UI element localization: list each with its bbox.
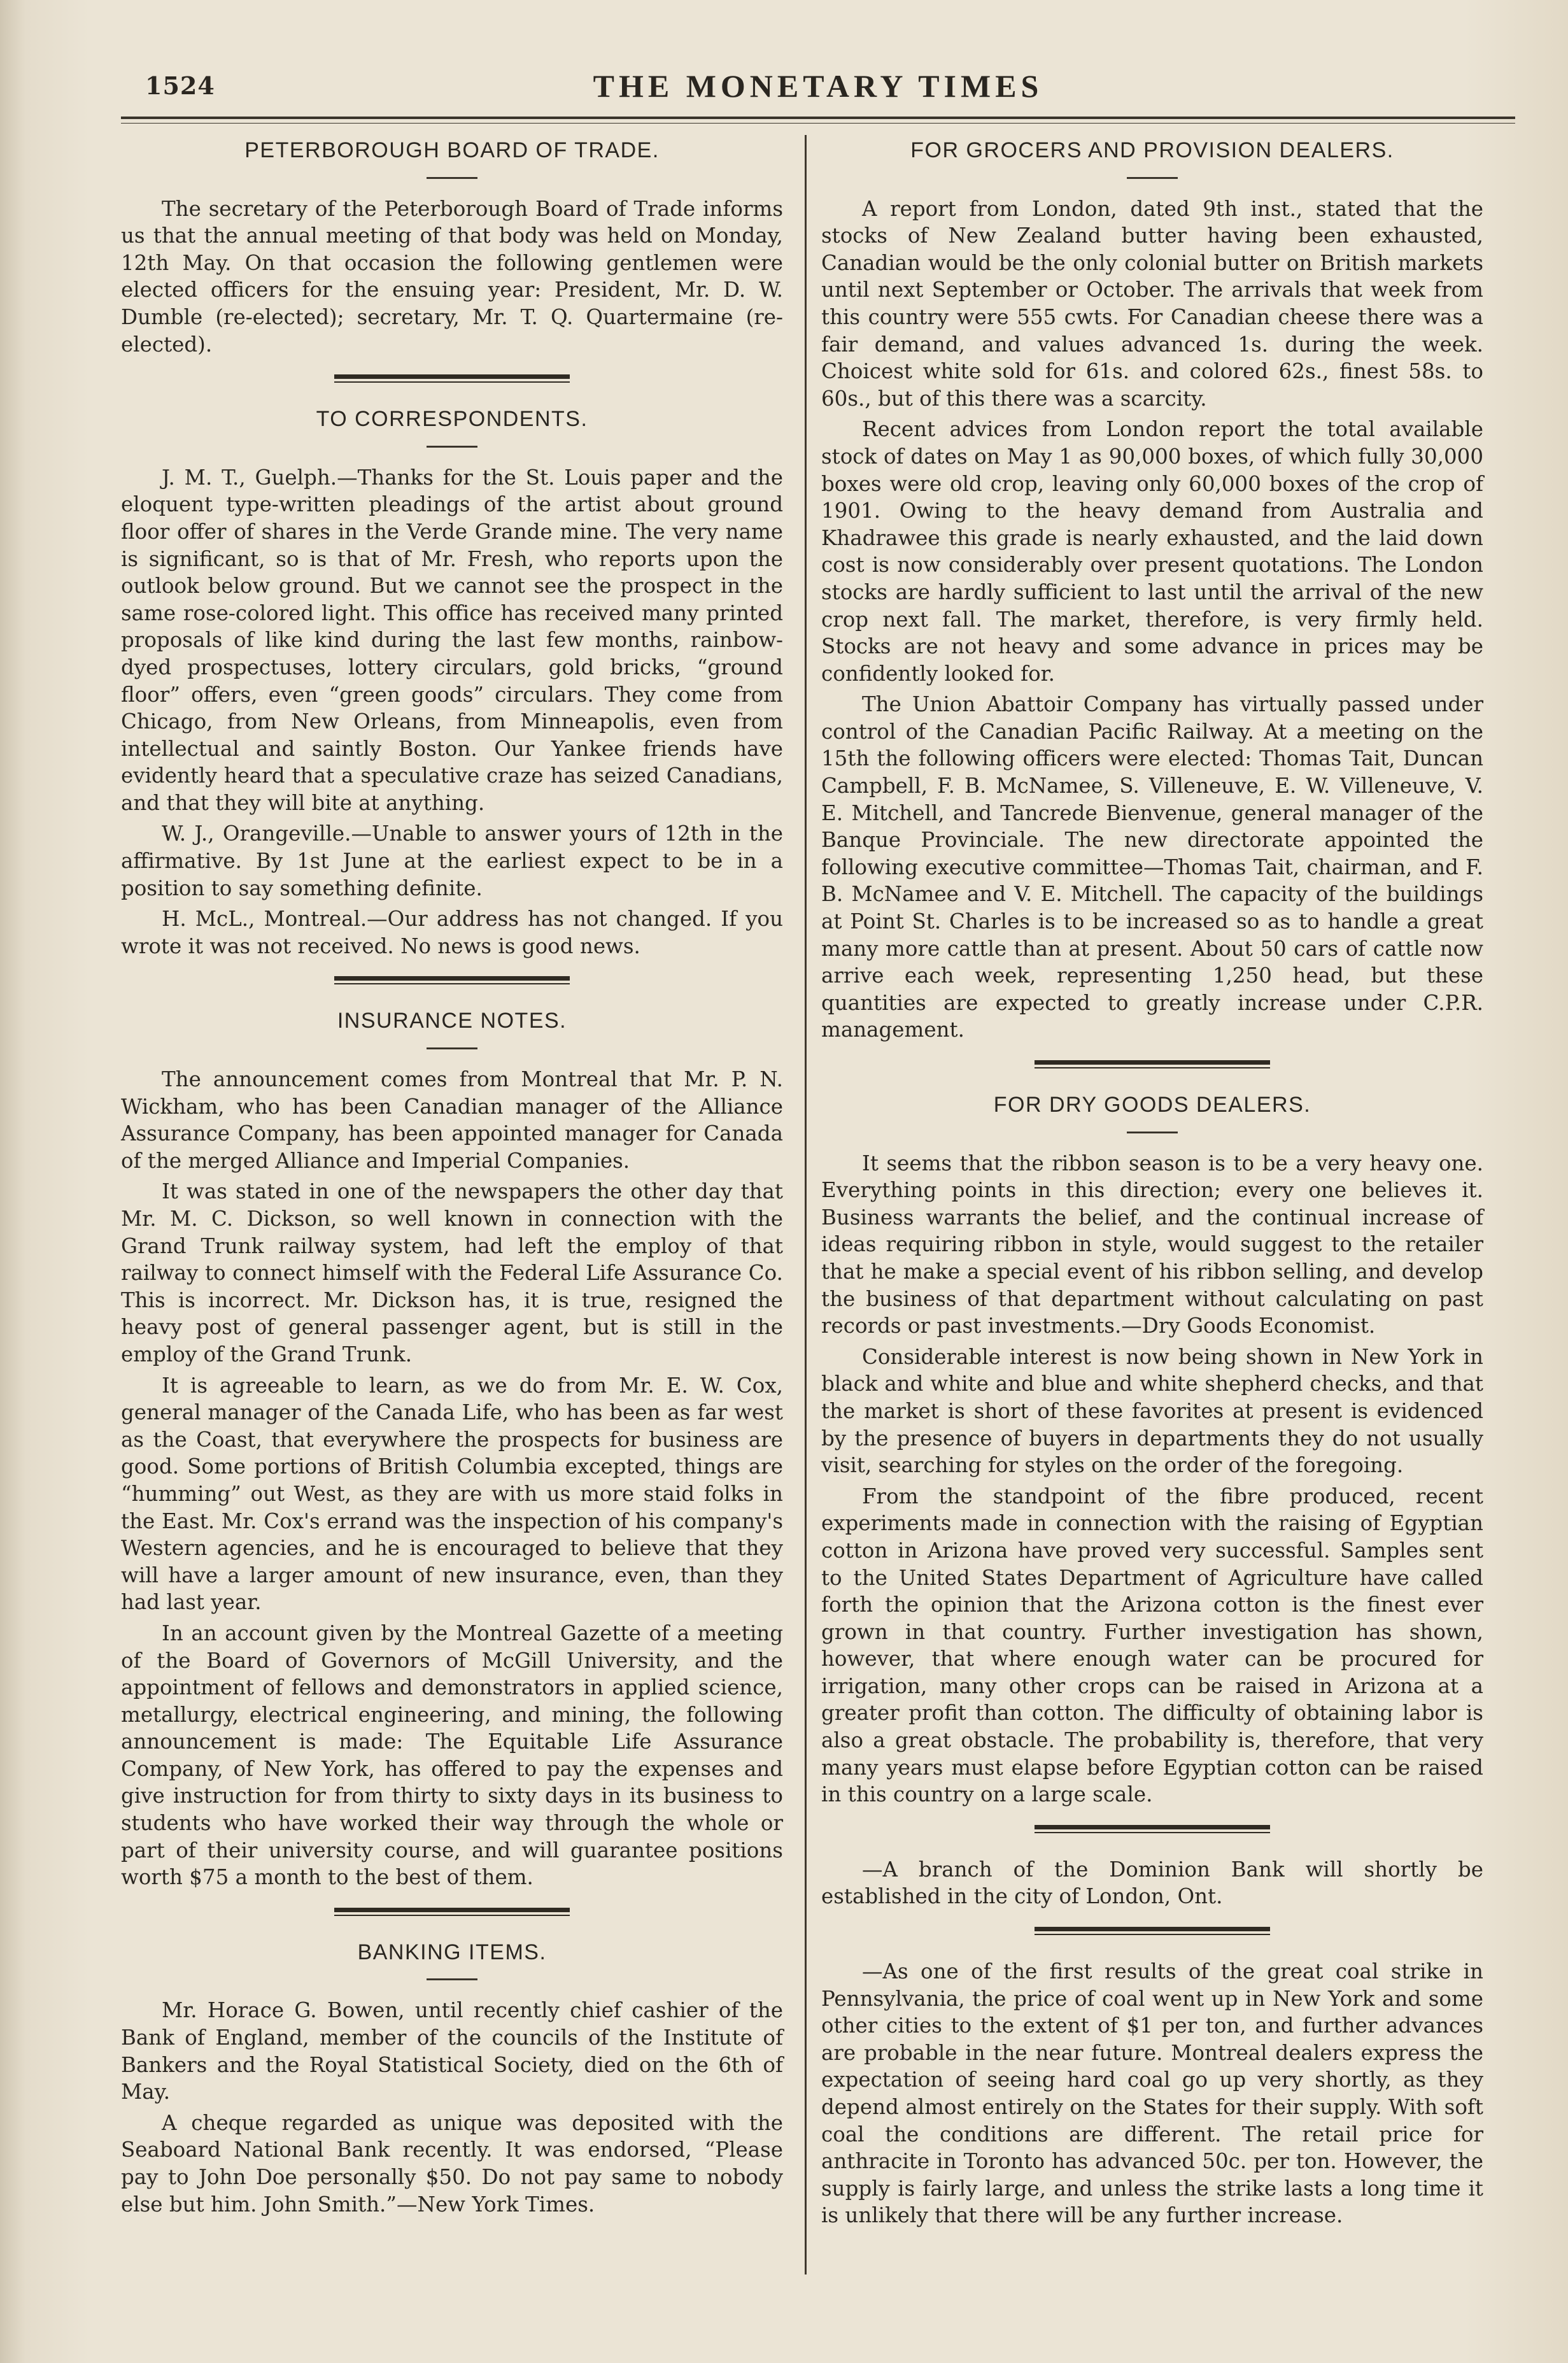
- left-column: [121, 137, 783, 2222]
- article-insurance-notes: [121, 1007, 783, 1891]
- section-break-rule: [1035, 1060, 1270, 1068]
- item-dominion-bank-branch: [821, 1856, 1483, 1910]
- column-divider: [805, 135, 807, 2274]
- article-paragraph: A report from London, dated 9th inst., stated that the stocks of New Zealand butter having been exhausted, Canadian would be the only colonial butter on British markets until next September or October. The arrivals that week from this country were 555 cwts. For Canadian cheese there was a fair demand, and values advanced 1s. during the week. Choicest white sold for 61s. and colored 62s., finest 58s. to 60s., but of this there was a scarcity.: [821, 196, 1483, 411]
- article-paragraph: W. J., Orangeville.—Unable to answer yours of 12th in the affirmative. By 1st June at the earliest expect to be in a position to say something definite.: [121, 821, 783, 900]
- article-paragraph: A cheque regarded as unique was deposited with the Seaboard National Bank recently. It was endorsed, “Please pay to John Doe personally $50. Do not pay same to nobody else but him. John Smith.”—New York Times.: [121, 2110, 783, 2217]
- section-break-rule: [1035, 1825, 1270, 1833]
- article-headline: FOR DRY GOODS DEALERS.: [993, 1093, 1311, 1117]
- article-paragraph: It was stated in one of the newspapers the other day that Mr. M. C. Dickson, so well known in connection with the Grand Trunk railway system, had left the employ of that railway to connect himself with the Federal Life Assurance Co. This is incorrect. Mr. Dickson has, it is true, resigned the heavy post of general passenger agent, but is still in the employ of the Grand Trunk.: [121, 1179, 783, 1366]
- article-headline: PETERBOROUGH BOARD OF TRADE.: [244, 138, 660, 162]
- article-paragraph: Considerable interest is now being shown in New York in black and white and blue and white shepherd checks, and that the market is short of these favorites at present is evidenced by the presence of buyers in departments they do not usually visit, searching for styles on the order of the foregoing.: [821, 1344, 1483, 1478]
- article-paragraph: It seems that the ribbon season is to be a very heavy one. Everything points in this direction; every one believes it. Business warrants the belief, and the continual increase of ideas requiring ribbon in style, would suggest to the retailer that he make a special event of his ribbon selling, and develop the business of that department without calculating on past records or past investments.—Dry Goods Economist.: [821, 1151, 1483, 1338]
- section-break-rule: [334, 976, 570, 984]
- article-paragraph: The secretary of the Peterborough Board of Trade informs us that the annual meeting of that body was held on Monday, 12th May. On that occasion the following gentlemen were elected officers for the ensuing year: President, Mr. D. W. Dumble (re-elected); secretary, Mr. T. Q. Quartermaine (re-elected).: [121, 196, 783, 357]
- article-paragraph: From the standpoint of the fibre produced, recent experiments made in connection with the raising of Egyptian cotton in Arizona have proved very successful. Samples sent to the United States Department of Agriculture have called forth the opinion that the Arizona cotton is the finest ever grown in that country. Further investigation has shown, however, that where enough water can be procured for irrigation, many other crops can be raised in Arizona at a greater profit than cotton. The difficulty of obtaining labor is also a great obstacle. The probability is, therefore, that very many years must elapse before Egyptian cotton can be raised in this country on a large scale.: [821, 1484, 1483, 1807]
- headline-rule: [427, 1047, 477, 1049]
- section-break-rule: [334, 374, 570, 383]
- right-column: [821, 137, 1483, 2233]
- page-number: 1524: [145, 71, 215, 100]
- article-headline: TO CORRESPONDENTS.: [316, 407, 588, 432]
- headline-rule: [427, 446, 477, 448]
- item-coal-strike: [821, 1958, 1483, 2229]
- headline-rule: [1127, 1132, 1178, 1133]
- article-paragraph: In an account given by the Montreal Gazette of a meeting of the Board of Governors of McGill University, and the appointment of fellows and demonstrators in applied science, metallurgy, electrical engineering, and mining, the following announcement is made: The Equitable Life Assurance Company, of New York, has offered to pay the expenses and give instruction for from thirty to sixty days in its business to students who have worked their way through the whole or part of their university course, and will guarantee positions worth $75 a month to the best of them.: [121, 1621, 783, 1890]
- header-rule: [121, 117, 1515, 124]
- headline-rule: [1127, 177, 1178, 179]
- section-break-rule: [1035, 1927, 1270, 1935]
- article-paragraph: The announcement comes from Montreal that Mr. P. N. Wickham, who has been Canadian manager of the Alliance Assurance Company, has been appointed manager for Canada of the merged Alliance and Imperial Companies.: [121, 1067, 783, 1173]
- article-paragraph: —A branch of the Dominion Bank will shortly be established in the city of London, Ont.: [821, 1857, 1483, 1909]
- article-paragraph: H. McL., Montreal.—Our address has not changed. If you wrote it was not received. No news is good news.: [121, 907, 783, 958]
- article-paragraph: The Union Abattoir Company has virtually passed under control of the Canadian Pacific Railway. At a meeting on the 15th the following officers were elected: Thomas Tait, Duncan Campbell, F. B. McNamee, S. Villeneuve, E. W. Villeneuve, V. E. Mitchell, and Tancrede Bienvenue, general manager of the Banque Provinciale. The new directorate appointed the following executive committee—Thomas Tait, chairman, and F. B. McNamee and V. E. Mitchell. The capacity of the buildings at Point St. Charles is to be increased so as to handle a great many more cattle than at present. About 50 cars of cattle now arrive each week, representing 1,250 head, but these quantities are expected to greatly increase under C.P.R. management.: [821, 692, 1483, 1042]
- masthead-title: THE MONETARY TIMES: [593, 68, 1043, 104]
- article-paragraph: It is agreeable to learn, as we do from Mr. E. W. Cox, general manager of the Canada Life, who has been as far west as the Coast, that everywhere the prospects for business are good. Some portions of British Columbia excepted, things are “humming” out West, as they are with us more staid folks in the East. Mr. Cox's errand was the inspection of his company's Western agencies, and he is encouraged to believe that they will have a larger amount of new insurance, even, than they had last year.: [121, 1373, 783, 1615]
- article-headline: BANKING ITEMS.: [357, 1940, 547, 1964]
- article-paragraph: —As one of the first results of the great coal strike in Pennsylvania, the price of coal went up in New York and some other cities to the extent of $1 per ton, and further advances are probable in the near future. Montreal dealers express the expectation of seeing hard coal go up very shortly, as they depend almost entirely on the States for their supply. With soft coal the conditions are different. The retail price for anthracite in Toronto has advanced 50c. per ton. However, the supply is fairly large, and unless the strike lasts a long time it is unlikely that there will be any further increase.: [821, 1959, 1483, 2228]
- article-headline: INSURANCE NOTES.: [337, 1009, 567, 1033]
- article-to-correspondents: [121, 406, 783, 960]
- article-paragraph: Recent advices from London report the total available stock of dates on May 1 as 90,000 boxes, of which fully 30,000 boxes were old crop, leaving only 60,000 boxes of the crop of 1901. Owing to the heavy demand from Australia and Khadrawee this grade is nearly exhausted, and the laid down cost is now considerably over present quotations. The London stocks are hardly sufficient to last until the arrival of the new crop next fall. The market, therefore, is very firmly held. Stocks are not heavy and some advance in prices may be confidently looked for.: [821, 417, 1483, 686]
- article-paragraph: J. M. T., Guelph.—Thanks for the St. Louis paper and the eloquent type-written pleadings of the artist about ground floor offer of shares in the Verde Grande mine. The very name is significant, so is that of Mr. Fresh, who reports upon the outlook below ground. But we cannot see the prospect in the same rose-colored light. This office has received many printed proposals of like kind during the last few months, rainbow-dyed prospectuses, lottery circulars, gold bricks, “ground floor” offers, even “green goods” circulars. They come from Chicago, from New Orleans, from Minneapolis, even from intellectual and saintly Boston. Our Yankee friends have evidently heard that a speculative craze has seized Canadians, and that they will bite at anything.: [121, 465, 783, 815]
- article-paragraph: Mr. Horace G. Bowen, until recently chief cashier of the Bank of England, member of the councils of the Institute of Bankers and the Royal Statistical Society, died on the 6th of May.: [121, 1998, 783, 2104]
- section-break-rule: [334, 1908, 570, 1916]
- article-banking-items: [121, 1939, 783, 2218]
- article-headline: FOR GROCERS AND PROVISION DEALERS.: [910, 138, 1394, 162]
- article-dry-goods-dealers: [821, 1091, 1483, 1808]
- headline-rule: [427, 1978, 477, 1980]
- article-grocers-provision-dealers: [821, 137, 1483, 1044]
- headline-rule: [427, 177, 477, 179]
- page-header: [121, 64, 1515, 108]
- article-peterborough-board-of-trade: [121, 137, 783, 358]
